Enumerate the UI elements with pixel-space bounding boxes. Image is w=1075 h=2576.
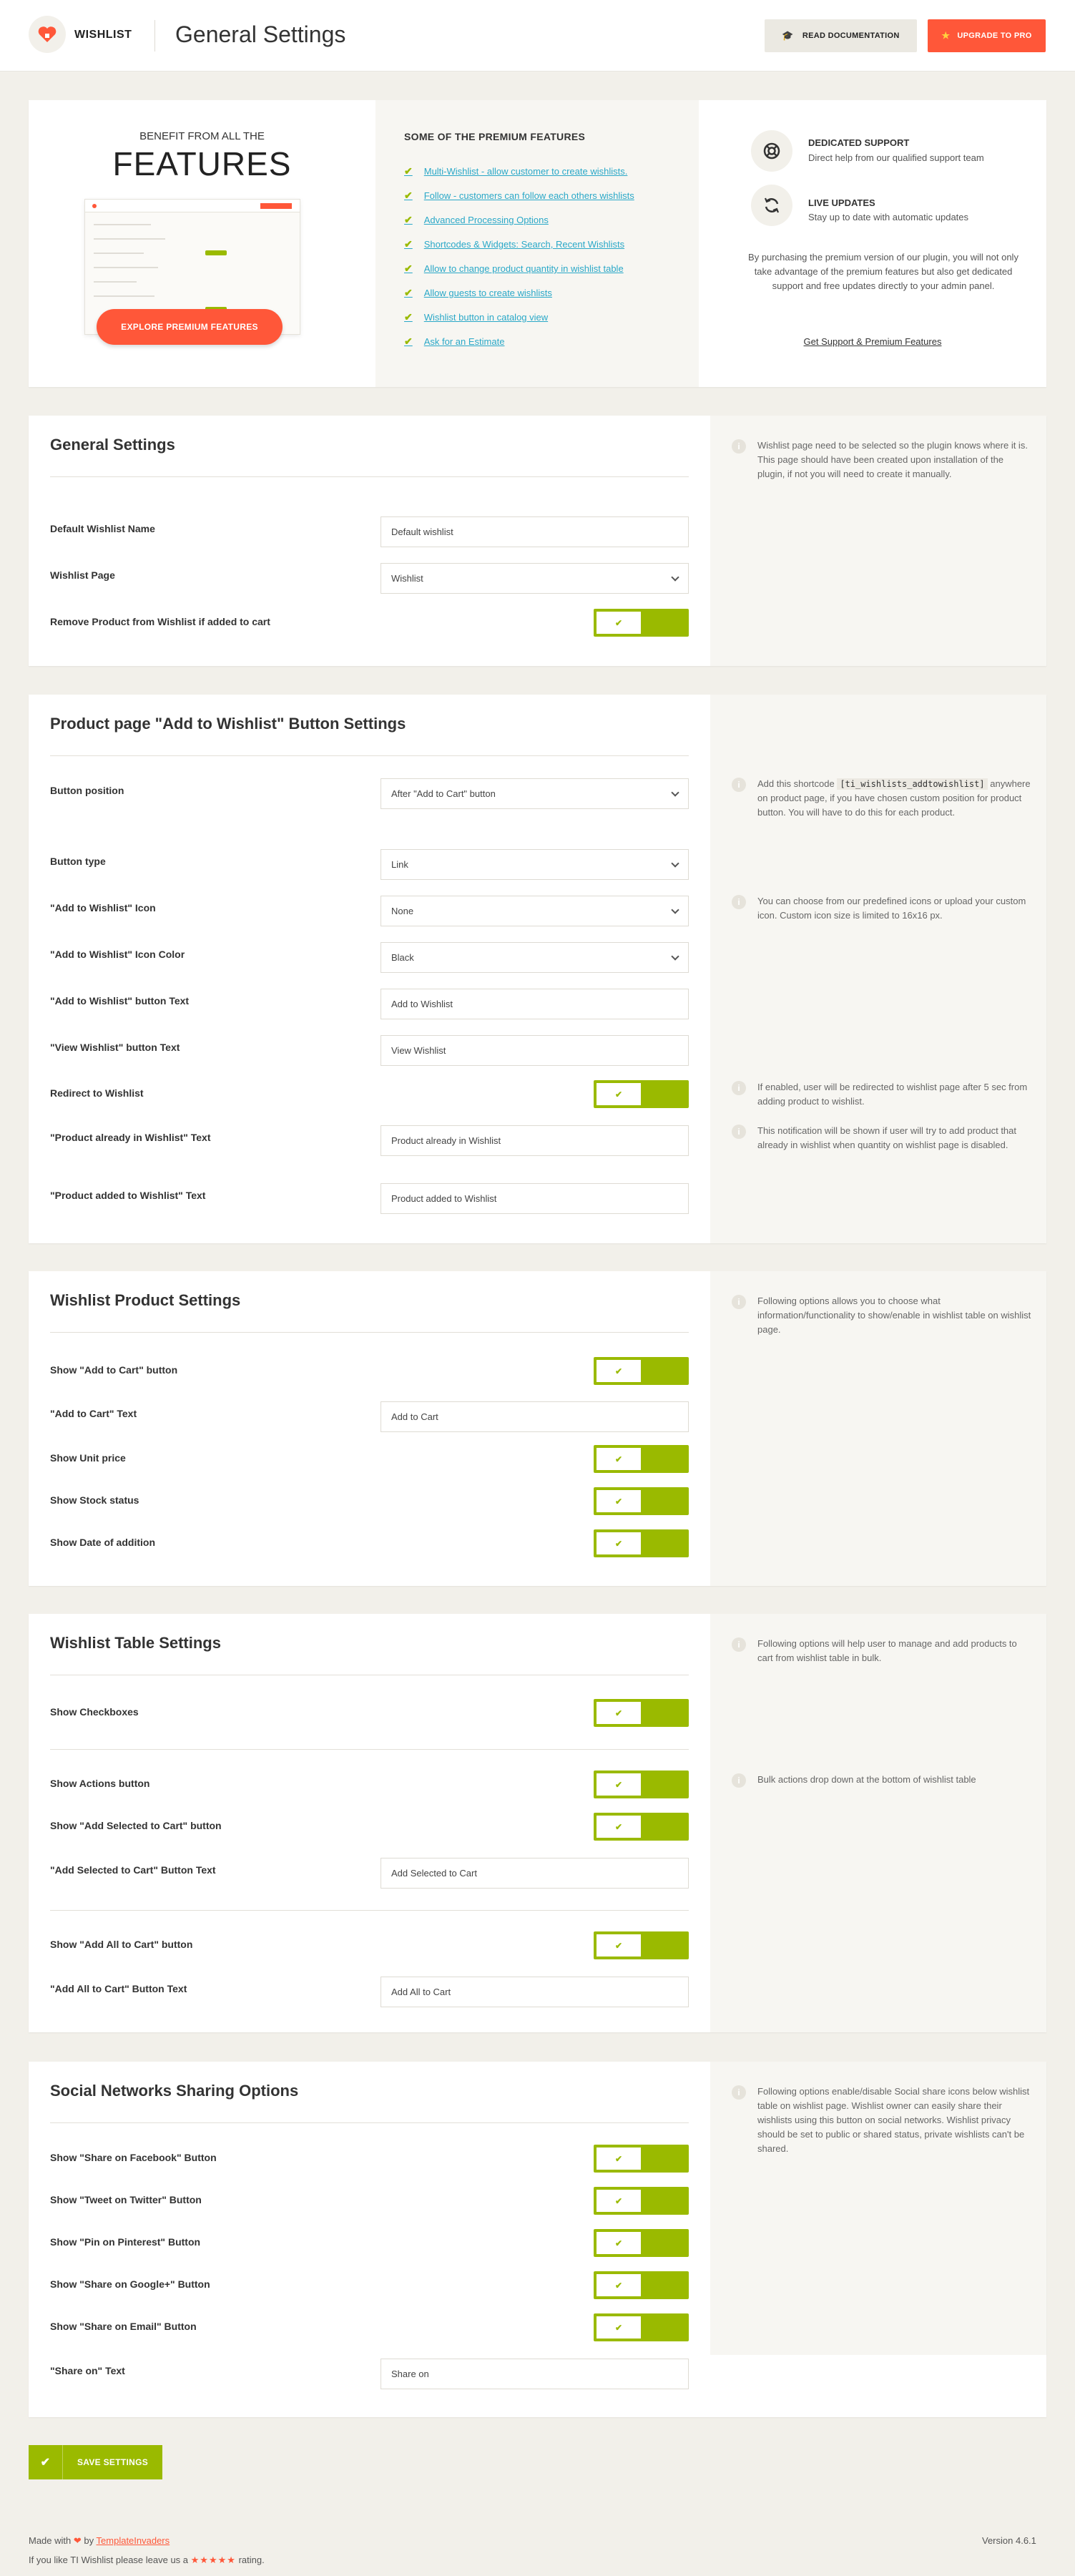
graduation-cap-icon: 🎓: [782, 30, 794, 41]
footer-rating: If you like TI Wishlist please leave us a ★★★★★ rating.: [29, 2555, 265, 2565]
check-icon: ✔: [597, 1490, 641, 1512]
check-icon: ✔: [597, 1702, 641, 1724]
show-date-toggle[interactable]: [594, 1529, 689, 1557]
share-google-toggle[interactable]: [594, 2271, 689, 2299]
button-position-label: Button position: [50, 785, 124, 796]
share-twitter-label: Show "Tweet on Twitter" Button: [50, 2194, 202, 2205]
divider: [50, 2122, 689, 2123]
shortcode: [ti_wishlists_addtowishlist]: [837, 778, 987, 790]
feature-link[interactable]: Multi-Wishlist - allow customer to create wishlists.: [423, 166, 628, 177]
feature-item[interactable]: [404, 190, 634, 202]
heart-icon: [38, 26, 57, 43]
star-rating-icon[interactable]: ★★★★★: [190, 2555, 236, 2565]
logo: [29, 16, 66, 53]
help-text: i If enabled, user will be redirected to wishlist page after 5 sec from adding product to wishlist.: [732, 1080, 1032, 1109]
icon-color-select[interactable]: [381, 942, 689, 973]
feature-item[interactable]: [404, 165, 627, 177]
premium-features-list: [375, 100, 699, 387]
show-unit-price-label: Show Unit price: [50, 1452, 126, 1464]
share-pinterest-toggle[interactable]: [594, 2229, 689, 2257]
check-icon: ✔: [597, 2316, 641, 2339]
show-add-all-label: Show "Add All to Cart" button: [50, 1939, 193, 1950]
icon-label: "Add to Wishlist" Icon: [50, 902, 156, 914]
check-icon: ✔: [597, 1934, 641, 1957]
view-wishlist-text-label: "View Wishlist" button Text: [50, 1042, 180, 1053]
check-icon: ✔: [597, 2148, 641, 2170]
show-unit-price-toggle[interactable]: [594, 1445, 689, 1473]
share-email-toggle[interactable]: [594, 2313, 689, 2341]
chevron-down-icon: [671, 788, 679, 796]
read-documentation-button[interactable]: [765, 19, 917, 52]
table-settings-card: [29, 1614, 1046, 2032]
button-type-select[interactable]: [381, 849, 689, 880]
get-support-link[interactable]: Get Support & Premium Features: [803, 336, 942, 347]
info-icon: i: [732, 1295, 746, 1309]
show-actions-label: Show Actions button: [50, 1778, 150, 1789]
show-add-selected-label: Show "Add Selected to Cart" button: [50, 1820, 222, 1831]
check-icon: ✔: [597, 612, 641, 634]
section-title: Product page "Add to Wishlist" Button Settings: [50, 715, 406, 733]
check-icon: ✔: [404, 190, 413, 201]
updates-subtitle: Stay up to date with automatic updates: [808, 212, 969, 222]
updates-title: LIVE UPDATES: [808, 197, 875, 208]
refresh-icon: [751, 185, 792, 226]
show-stock-status-toggle[interactable]: [594, 1487, 689, 1515]
already-text-input[interactable]: Product already in Wishlist: [381, 1125, 689, 1156]
check-icon: ✔: [597, 2190, 641, 2212]
check-icon: ✔: [597, 1083, 641, 1105]
divider: [50, 1749, 689, 1750]
heart-icon: ❤: [73, 2535, 82, 2546]
add-selected-text-label: "Add Selected to Cart" Button Text: [50, 1864, 216, 1876]
help-text: i Following options allows you to choose what information/functionality to show/enable in wishlist table on wishlist page.: [732, 1294, 1032, 1337]
feature-link[interactable]: Wishlist button in catalog view: [423, 312, 549, 323]
feature-link[interactable]: Allow to change product quantity in wishlist table: [423, 263, 624, 274]
icon-select[interactable]: [381, 896, 689, 926]
section-title: General Settings: [50, 436, 175, 454]
chevron-down-icon: [671, 952, 679, 960]
check-icon: ✔: [404, 336, 413, 347]
upgrade-to-pro-label: UPGRADE TO PRO: [957, 31, 1032, 40]
product-settings-card: [29, 1271, 1046, 1586]
save-settings-label: SAVE SETTINGS: [77, 2457, 149, 2467]
feature-item[interactable]: [404, 263, 624, 275]
section-title: Wishlist Product Settings: [50, 1291, 241, 1309]
wishlist-page-select[interactable]: [381, 563, 689, 594]
info-icon: i: [732, 1125, 746, 1139]
divider: [50, 1910, 689, 1911]
feature-item[interactable]: [404, 238, 624, 250]
share-facebook-toggle[interactable]: [594, 2145, 689, 2173]
info-icon: i: [732, 778, 746, 792]
check-icon: ✔: [597, 1360, 641, 1382]
star-icon: ★: [941, 30, 951, 41]
select-value: Wishlist: [391, 573, 423, 584]
check-icon: ✔: [404, 311, 413, 323]
info-icon: i: [732, 895, 746, 909]
show-checkboxes-label: Show Checkboxes: [50, 1706, 139, 1718]
feature-link[interactable]: Advanced Processing Options: [423, 215, 549, 225]
default-wishlist-name-input[interactable]: Default wishlist: [381, 516, 689, 547]
check-icon: ✔: [404, 287, 413, 298]
check-icon: ✔: [29, 2445, 63, 2479]
features-title: SOME OF THE PREMIUM FEATURES: [404, 131, 586, 142]
info-icon: i: [732, 2085, 746, 2100]
button-text-label: "Add to Wishlist" button Text: [50, 995, 190, 1007]
promo-kicker: BENEFIT FROM ALL THE: [139, 130, 265, 142]
info-icon: i: [732, 1081, 746, 1095]
version-text: Version 4.6.1: [982, 2535, 1036, 2546]
wishlist-page-label: Wishlist Page: [50, 569, 115, 581]
button-type-label: Button type: [50, 856, 106, 867]
feature-link[interactable]: Ask for an Estimate: [423, 336, 505, 347]
show-stock-status-label: Show Stock status: [50, 1494, 139, 1506]
check-icon: ✔: [597, 1532, 641, 1554]
check-icon: ✔: [597, 2274, 641, 2296]
added-text-input[interactable]: Product added to Wishlist: [381, 1183, 689, 1214]
select-value: Black: [391, 952, 414, 963]
add-to-cart-text-input[interactable]: Add to Cart: [381, 1401, 689, 1432]
select-value: After "Add to Cart" button: [391, 788, 496, 799]
info-icon: i: [732, 1637, 746, 1652]
support-title: DEDICATED SUPPORT: [808, 137, 910, 148]
check-icon: ✔: [597, 1773, 641, 1796]
header-divider: [154, 20, 155, 52]
add-all-text-input[interactable]: Add All to Cart: [381, 1977, 689, 2007]
premium-paragraph: By purchasing the premium version of our plugin, you will not only take advantage of the premium features but also get dedicated support and free updates directly to your admin panel.: [748, 252, 1018, 291]
page-title: General Settings: [175, 21, 346, 47]
view-wishlist-text-input[interactable]: View Wishlist: [381, 1035, 689, 1066]
premium-promo: [29, 100, 1046, 387]
already-text-label: "Product already in Wishlist" Text: [50, 1132, 211, 1143]
divider: [50, 476, 689, 477]
default-wishlist-name-label: Default Wishlist Name: [50, 523, 155, 534]
social-sharing-card: [29, 2062, 1046, 2417]
icon-color-label: "Add to Wishlist" Icon Color: [50, 949, 185, 960]
logo-text: WISHLIST: [74, 29, 132, 41]
feature-item[interactable]: [404, 311, 548, 323]
support-subtitle: Direct help from our qualified support team: [808, 152, 984, 163]
redirect-label: Redirect to Wishlist: [50, 1087, 144, 1099]
chevron-down-icon: [671, 859, 679, 867]
help-text: i Add this shortcode [ti_wishlists_addtowishlist] anywhere on product page, if you have chosen custom position for product button. You will have to do this for each product.: [732, 777, 1032, 820]
author-link[interactable]: TemplateInvaders: [96, 2535, 170, 2546]
top-bar: [0, 0, 1075, 72]
explore-premium-features-button[interactable]: EXPLORE PREMIUM FEATURES: [97, 309, 283, 345]
share-on-text-input[interactable]: Share on: [381, 2359, 689, 2389]
help-text: i This notification will be shown if user will try to add product that already in wishlist when quantity on wishlist page is disabled.: [732, 1124, 1032, 1152]
section-title: Wishlist Table Settings: [50, 1634, 221, 1652]
add-all-text-label: "Add All to Cart" Button Text: [50, 1983, 187, 1994]
help-text: i You can choose from our predefined icons or upload your custom icon. Custom icon size is limited to 16x16 px.: [732, 894, 1032, 923]
check-icon: ✔: [404, 238, 413, 250]
select-value: None: [391, 906, 414, 916]
info-icon: i: [732, 1773, 746, 1788]
info-icon: i: [732, 439, 746, 454]
check-icon: ✔: [597, 2232, 641, 2254]
show-add-all-toggle[interactable]: [594, 1931, 689, 1959]
show-add-selected-toggle[interactable]: [594, 1813, 689, 1841]
feature-item[interactable]: [404, 287, 552, 299]
add-to-cart-text-label: "Add to Cart" Text: [50, 1408, 137, 1419]
check-icon: ✔: [404, 165, 413, 177]
footer-credit: Made with ❤ by TemplateInvaders: [29, 2535, 170, 2546]
promo-headline: FEATURES: [112, 145, 292, 182]
check-icon: ✔: [597, 1448, 641, 1470]
general-settings-card: [29, 416, 1046, 666]
promo-left: [29, 100, 375, 387]
button-settings-card: [29, 695, 1046, 1243]
share-email-label: Show "Share on Email" Button: [50, 2321, 197, 2332]
promo-support: [699, 100, 1046, 387]
chevron-down-icon: [671, 573, 679, 581]
share-facebook-label: Show "Share on Facebook" Button: [50, 2152, 217, 2163]
save-settings-button[interactable]: [29, 2445, 162, 2479]
divider: [50, 1332, 689, 1333]
share-google-label: Show "Share on Google+" Button: [50, 2278, 210, 2290]
help-text: i Following options enable/disable Social share icons below wishlist table on wishlist page. Wishlist owner can easily share their wishlists using this button on social networks. Wishlist privacy should be set to public or shared status, private wishlists can't be shared.: [732, 2085, 1032, 2156]
read-documentation-label: READ DOCUMENTATION: [802, 31, 900, 40]
feature-link[interactable]: Shortcodes & Widgets: Search, Recent Wishlists: [423, 239, 625, 250]
share-pinterest-label: Show "Pin on Pinterest" Button: [50, 2236, 201, 2248]
button-text-input[interactable]: Add to Wishlist: [381, 989, 689, 1019]
divider: [50, 755, 689, 756]
show-add-to-cart-label: Show "Add to Cart" button: [50, 1364, 178, 1376]
feature-item[interactable]: [404, 336, 504, 348]
show-actions-toggle[interactable]: [594, 1771, 689, 1798]
feature-link[interactable]: Follow - customers can follow each others wishlists: [423, 190, 634, 201]
button-position-select[interactable]: [381, 778, 689, 809]
select-value: Link: [391, 859, 408, 870]
share-on-text-label: "Share on" Text: [50, 2365, 125, 2376]
lifebuoy-icon: [751, 130, 792, 172]
check-icon: ✔: [404, 214, 413, 225]
check-icon: ✔: [597, 1816, 641, 1838]
check-icon: ✔: [404, 263, 413, 274]
help-text: i Wishlist page need to be selected so the plugin knows where it is. This page should have been created upon installation of the plugin, if not you will need to create it manually.: [732, 439, 1032, 481]
show-add-to-cart-toggle[interactable]: [594, 1357, 689, 1385]
share-twitter-toggle[interactable]: [594, 2187, 689, 2215]
upgrade-to-pro-button[interactable]: [928, 19, 1046, 52]
help-text: i Following options will help user to manage and add products to cart from wishlist table in bulk.: [732, 1637, 1032, 1665]
section-title: Social Networks Sharing Options: [50, 2082, 299, 2100]
help-column: [710, 1614, 1046, 2032]
redirect-toggle[interactable]: [594, 1080, 689, 1108]
feature-item[interactable]: [404, 214, 549, 226]
added-text-label: "Product added to Wishlist" Text: [50, 1190, 206, 1201]
add-selected-text-input[interactable]: Add Selected to Cart: [381, 1858, 689, 1889]
show-checkboxes-toggle[interactable]: [594, 1699, 689, 1727]
show-date-label: Show Date of addition: [50, 1537, 155, 1548]
remove-product-label: Remove Product from Wishlist if added to cart: [50, 616, 270, 627]
help-text: i Bulk actions drop down at the bottom of wishlist table: [732, 1773, 1032, 1787]
chevron-down-icon: [671, 906, 679, 914]
feature-link[interactable]: Allow guests to create wishlists: [423, 288, 552, 298]
remove-product-toggle[interactable]: [594, 609, 689, 637]
